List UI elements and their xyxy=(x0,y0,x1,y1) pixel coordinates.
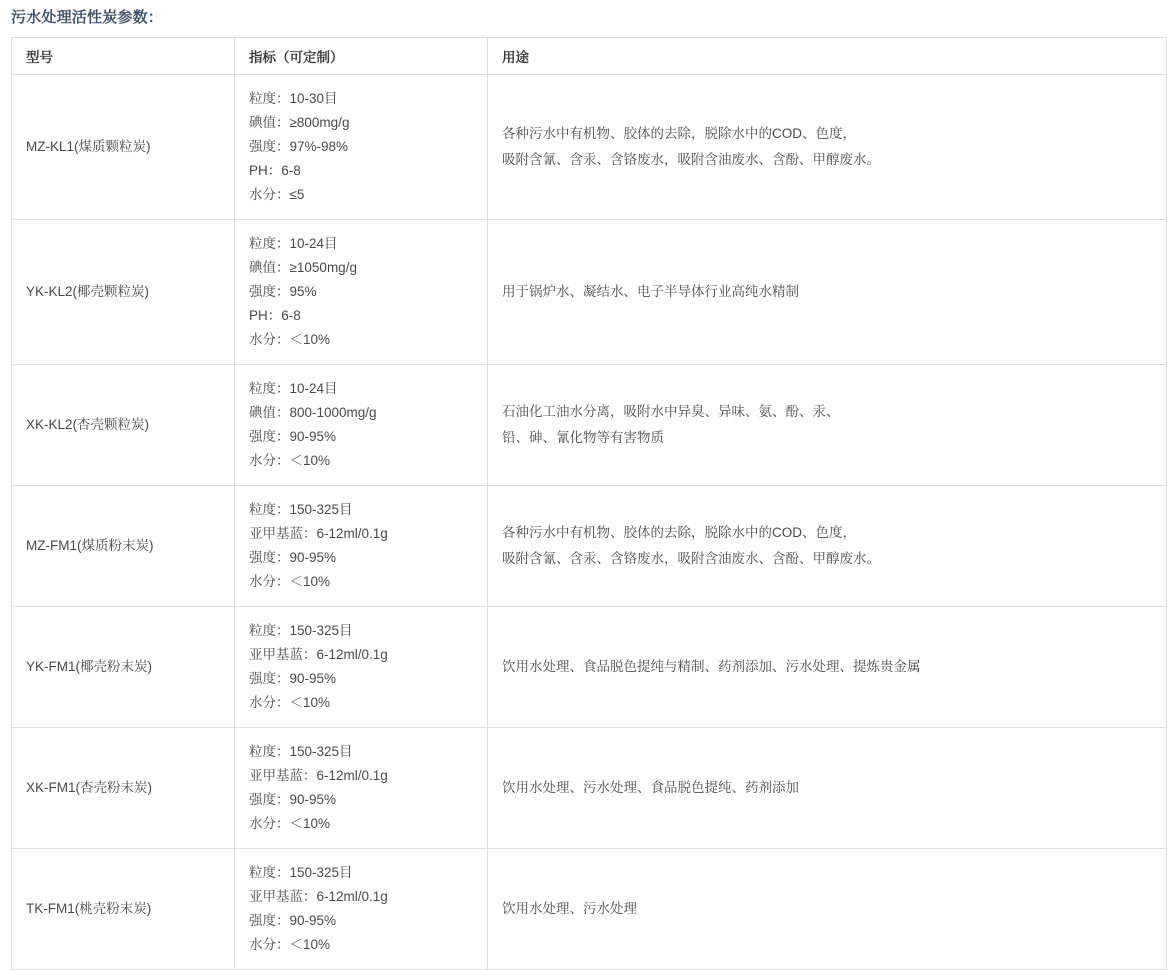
spec-line: 碘值：≥1050mg/g xyxy=(249,260,357,276)
spec-line: 碘值：800-1000mg/g xyxy=(249,405,377,421)
column-header-spec: 指标（可定制） xyxy=(235,38,488,75)
spec-line: 强度：97%-98% xyxy=(249,139,349,155)
spec-line: PH：6-8 xyxy=(249,163,301,179)
spec-line: 粒度：10-30目 xyxy=(249,91,338,106)
use-line: 吸附含氰、含汞、含铬废水，吸附含油废水、含酚、甲醇废水。 xyxy=(502,152,880,168)
use-line: 石油化工油水分离，吸附水中异臭、异味、氨、酚、汞、 xyxy=(502,403,840,419)
table-row xyxy=(12,728,1167,849)
cell-model: YK-KL2(椰壳颗粒炭) xyxy=(12,220,235,365)
cell-use xyxy=(488,220,1167,365)
table-header-row xyxy=(12,38,1167,75)
table-row xyxy=(12,486,1167,607)
page-title: 污水处理活性炭参数： xyxy=(11,9,164,26)
spec-line: 粒度：150-325目 xyxy=(249,744,353,760)
use-line: 饮用水处理、污水处理 xyxy=(502,901,637,917)
cell-model: YK-FM1(椰壳粉末炭) xyxy=(12,607,235,728)
cell-use xyxy=(488,607,1167,728)
cell-model: MZ-KL1(煤质颗粒炭) xyxy=(12,75,235,220)
spec-line: 水分：＜10% xyxy=(249,332,331,348)
spec-line: 亚甲基蓝：6-12ml/0.1g xyxy=(249,768,388,784)
cell-model: MZ-FM1(煤质粉末炭) xyxy=(12,486,235,607)
spec-line: 水分：＜10% xyxy=(249,937,331,953)
use-line: 用于锅炉水、凝结水、电子半导体行业高纯水精制 xyxy=(502,283,799,299)
cell-use xyxy=(488,75,1167,220)
cell-spec xyxy=(235,607,488,728)
spec-line: 亚甲基蓝：6-12ml/0.1g xyxy=(249,647,388,663)
use-line: 各种污水中有机物、胶体的去除，脱除水中的COD、色度， xyxy=(502,524,856,540)
spec-line: 强度：90-95% xyxy=(249,792,337,808)
spec-line: 水分：＜10% xyxy=(249,453,331,469)
cell-model: TK-FM1(桃壳粉末炭) xyxy=(12,849,235,970)
activated-carbon-parameters-table xyxy=(11,37,1167,970)
spec-line: 强度：90-95% xyxy=(249,671,337,687)
use-line: 吸附含氰、含汞、含铬废水，吸附含油废水、含酚、甲醇废水。 xyxy=(502,551,880,567)
cell-model: XK-KL2(杏壳颗粒炭) xyxy=(12,365,235,486)
table-header xyxy=(12,38,1167,75)
use-line: 饮用水处理、污水处理、食品脱色提纯、药剂添加 xyxy=(502,780,799,796)
cell-use xyxy=(488,728,1167,849)
cell-spec xyxy=(235,728,488,849)
table-row xyxy=(12,849,1167,970)
spec-line: 强度：95% xyxy=(249,284,317,300)
spec-line: 粒度：10-24目 xyxy=(249,381,338,397)
spec-line: 亚甲基蓝：6-12ml/0.1g xyxy=(249,889,388,905)
cell-spec xyxy=(235,849,488,970)
spec-line: 水分：＜10% xyxy=(249,695,331,711)
table-row xyxy=(12,365,1167,486)
spec-line: 粒度：150-325目 xyxy=(249,623,353,639)
cell-spec xyxy=(235,220,488,365)
spec-line: 强度：90-95% xyxy=(249,550,337,566)
use-line: 饮用水处理、食品脱色提纯与精制、药剂添加、污水处理、提炼贵金属 xyxy=(502,659,921,675)
spec-line: PH：6-8 xyxy=(249,308,301,324)
cell-spec xyxy=(235,75,488,220)
table-body xyxy=(12,75,1167,970)
cell-spec xyxy=(235,365,488,486)
spec-line: 粒度：150-325目 xyxy=(249,502,353,518)
table-row xyxy=(12,220,1167,365)
spec-line: 强度：90-95% xyxy=(249,429,337,445)
spec-line: 强度：90-95% xyxy=(249,913,337,929)
cell-use xyxy=(488,486,1167,607)
use-line: 铅、砷、氰化物等有害物质 xyxy=(502,430,664,446)
table-row xyxy=(12,75,1167,220)
cell-use xyxy=(488,849,1167,970)
cell-spec xyxy=(235,486,488,607)
spec-line: 粒度：150-325目 xyxy=(249,865,353,881)
use-line: 各种污水中有机物、胶体的去除，脱除水中的COD、色度， xyxy=(502,125,856,141)
spec-line: 碘值：≥800mg/g xyxy=(249,115,350,131)
cell-use xyxy=(488,365,1167,486)
column-header-use: 用途 xyxy=(488,38,1167,75)
spec-line: 亚甲基蓝：6-12ml/0.1g xyxy=(249,526,388,542)
spec-line: 水分：＜10% xyxy=(249,816,331,832)
column-header-model: 型号 xyxy=(12,38,235,75)
cell-model: XK-FM1(杏壳粉末炭) xyxy=(12,728,235,849)
spec-line: 水分：＜10% xyxy=(249,574,331,590)
table-row xyxy=(12,607,1167,728)
spec-line: 粒度：10-24目 xyxy=(249,236,338,252)
spec-line: 水分：≤5 xyxy=(249,187,305,203)
